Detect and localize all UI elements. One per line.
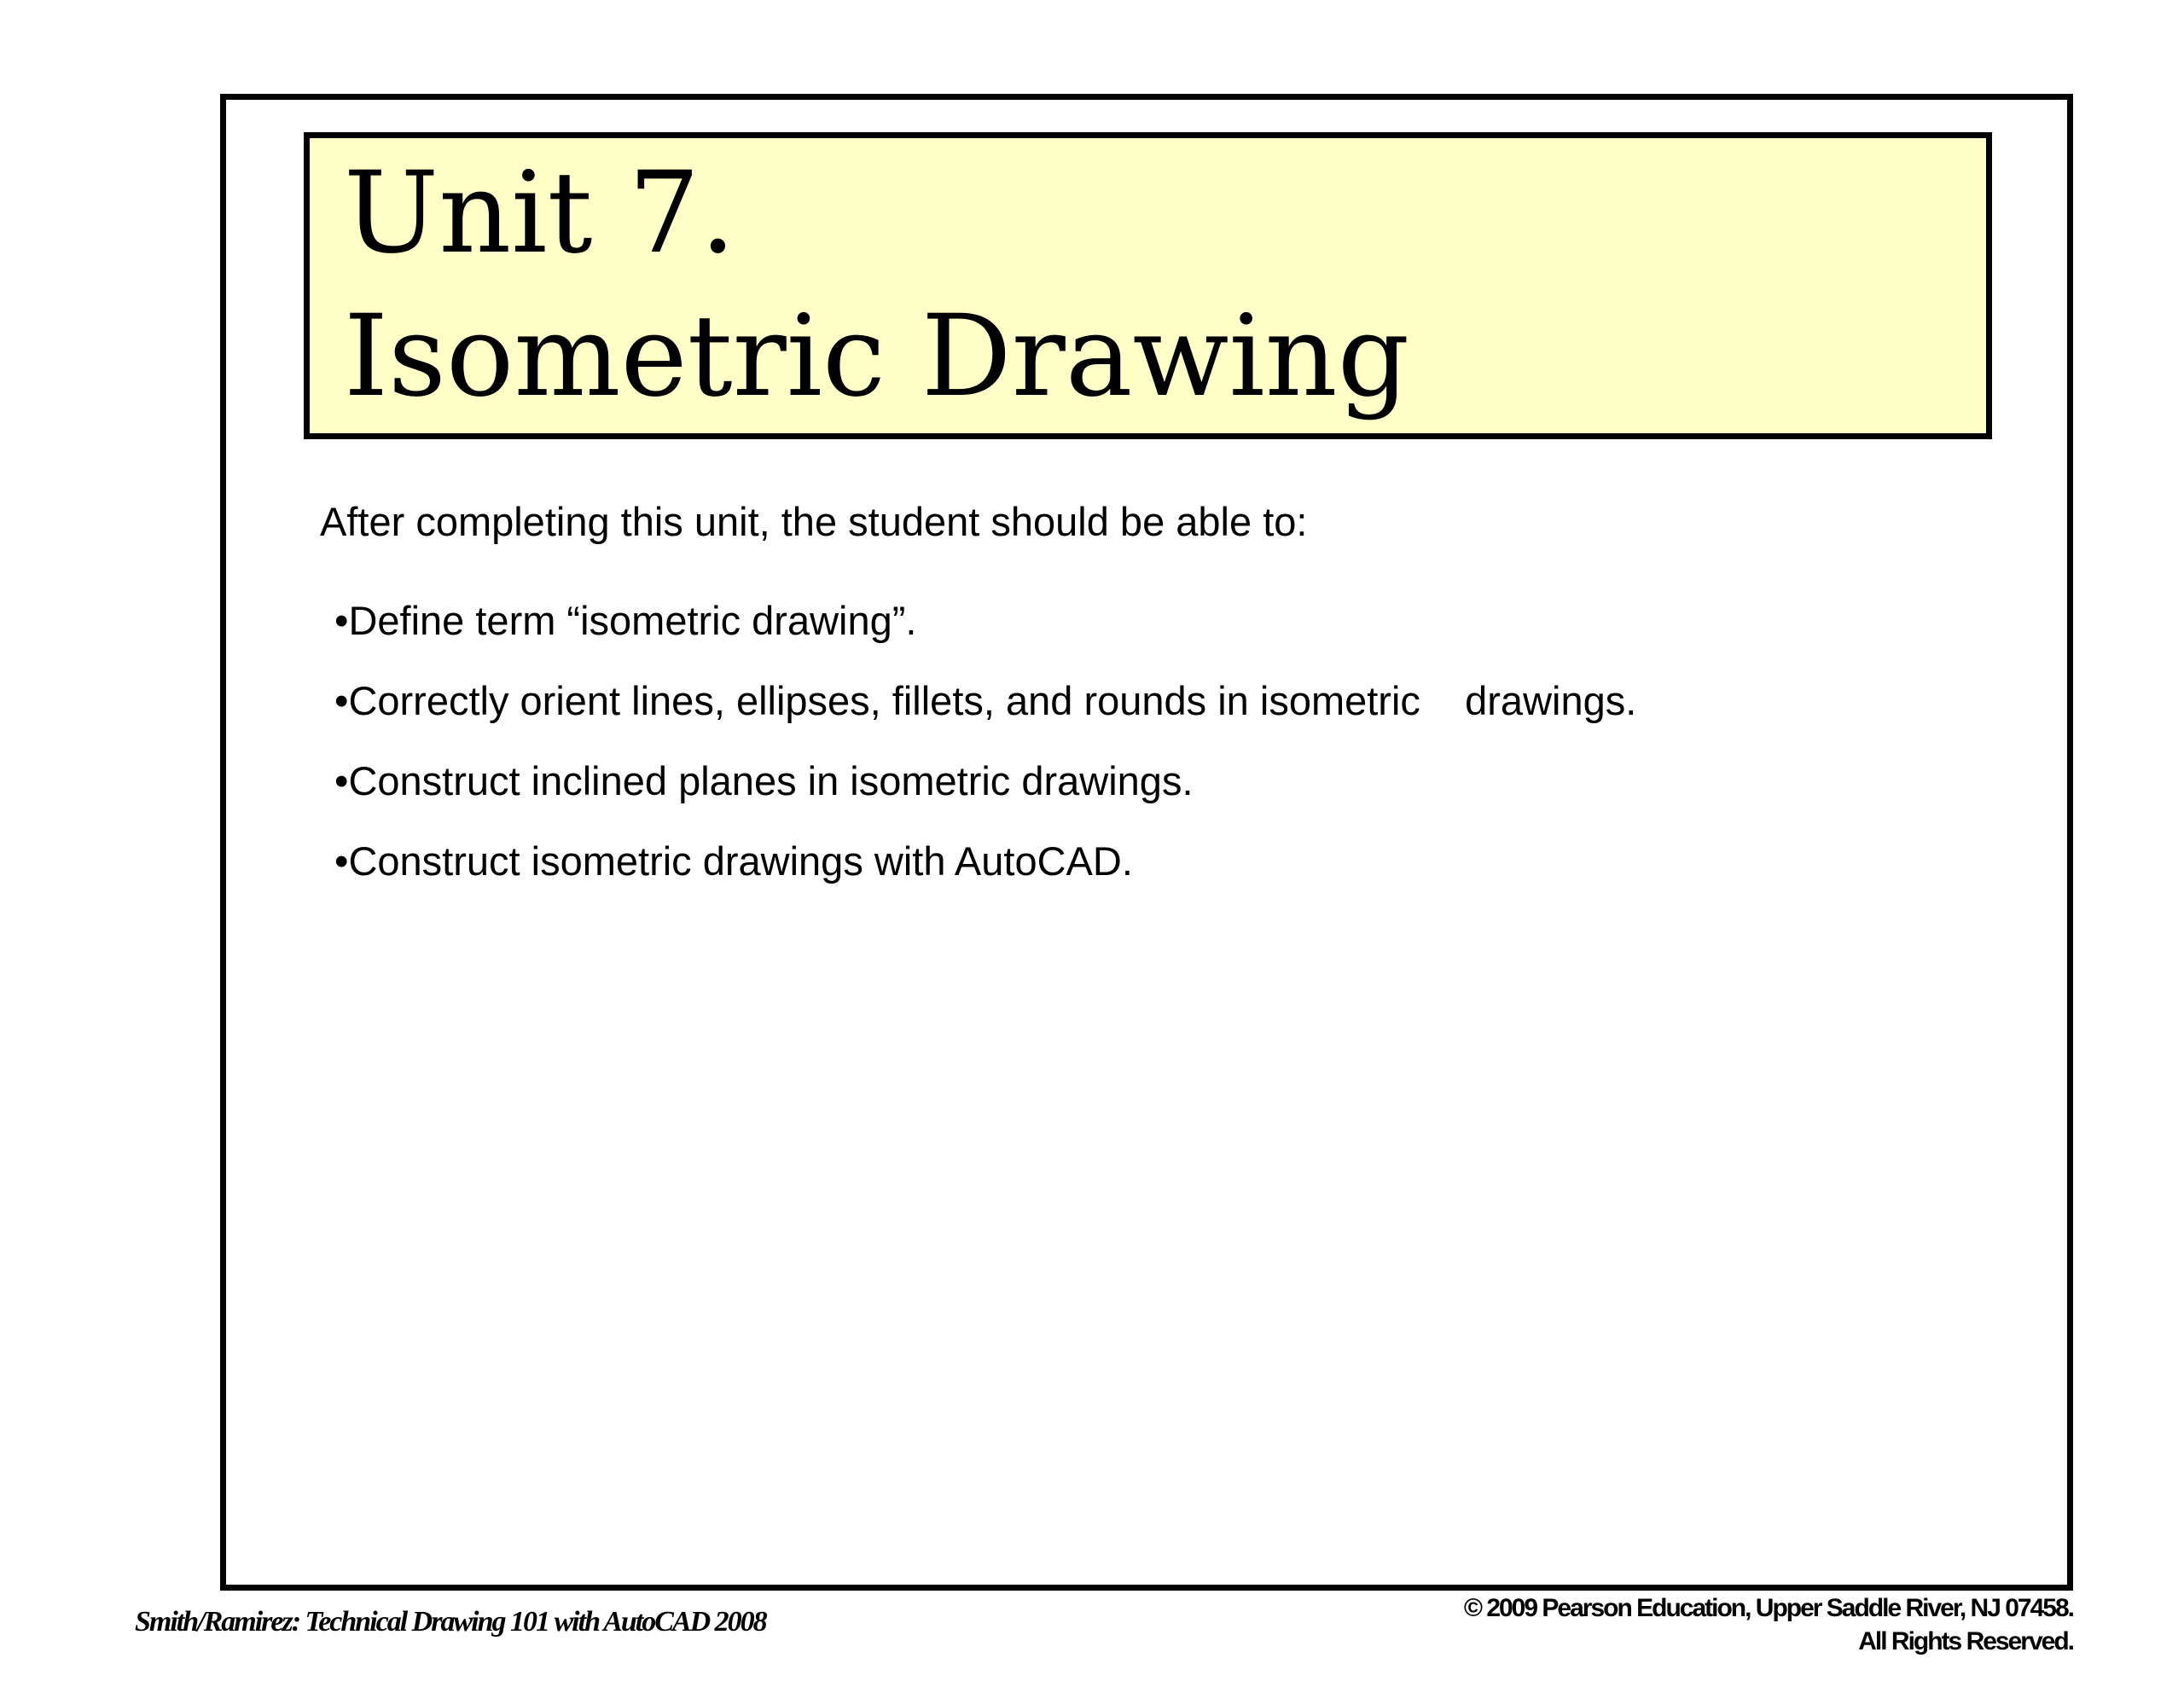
objective-item: •Define term “isometric drawing”.	[334, 598, 917, 643]
rights-line: All Rights Reserved.	[1858, 1627, 2073, 1655]
objective-item: •Construct inclined planes in isometric drawings.	[334, 758, 1194, 803]
unit-number: Unit 7.	[344, 148, 736, 279]
objective-item: •Correctly orient lines, ellipses, fillets, and rounds in isometric drawings.	[334, 678, 1637, 723]
unit-title: Isometric Drawing	[344, 291, 1410, 422]
objective-item: •Construct isometric drawings with AutoCAD.	[334, 838, 1133, 884]
objectives-list	[334, 597, 1636, 918]
footer-credit: Smith/Ramirez: Technical Drawing 101 with AutoCAD 2008	[135, 1606, 766, 1638]
copyright-line: © 2009 Pearson Education, Upper Saddle River, NJ 07458.	[1463, 1594, 2073, 1622]
intro-text: After completing this unit, the student should be able to:	[320, 499, 1308, 544]
footer-copyright	[1464, 1591, 2073, 1658]
title-box	[304, 132, 1992, 439]
